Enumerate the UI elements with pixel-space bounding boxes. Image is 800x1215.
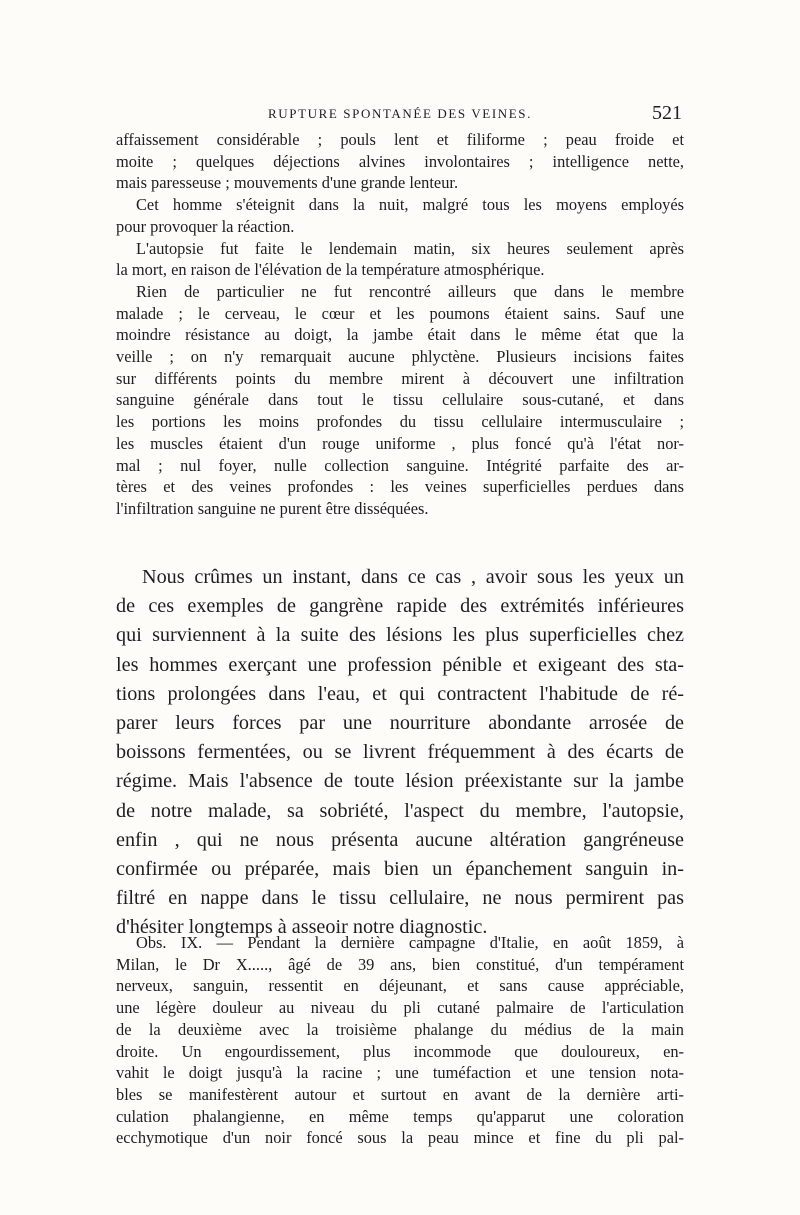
running-head xyxy=(116,102,684,126)
text-line: culation phalangienne, en même temps qu'apparut une coloration xyxy=(116,1106,684,1126)
text-line: Cet homme s'éteignit dans la nuit, malgré tous les moyens employés xyxy=(136,195,684,215)
text-line: tions prolongées dans l'eau, et qui contractent l'habitude de ré- xyxy=(116,682,684,705)
text-line: Nous crûmes un instant, dans ce cas , avoir sous les yeux un xyxy=(142,566,684,588)
text-line: les portions les moins profondes du tissu cellulaire intermusculaire ; xyxy=(116,412,684,432)
text-line: sanguine générale dans tout le tissu cellulaire sous-cutané, et dans xyxy=(116,390,684,410)
text-line: Milan, le Dr X....., âgé de 39 ans, bien constitué, d'un tempérament xyxy=(116,954,684,974)
text-line: L'autopsie fut faite le lendemain matin, six heures seulement après xyxy=(136,238,684,258)
text-line: de la deuxième avec la troisième phalange du médius de la main xyxy=(116,1019,684,1039)
text-line: enfin , qui ne nous présenta aucune altération gangréneuse xyxy=(116,828,684,851)
text-line: qui surviennent à la suite des lésions les plus superficielles chez xyxy=(116,624,684,647)
text-line: malade ; le cerveau, le cœur et les poumons étaient sains. Sauf une xyxy=(116,303,684,323)
text-line: les muscles étaient d'un rouge uniforme , plus foncé qu'à l'état nor- xyxy=(116,433,684,453)
text-line: droite. Un engourdissement, plus incommode que douloureux, en- xyxy=(116,1041,684,1061)
observation-ix-paragraph xyxy=(116,932,684,1149)
text-line: pour provoquer la réaction. xyxy=(116,216,295,236)
text-line: moite ; quelques déjections alvines involontaires ; intelligence nette, xyxy=(116,151,684,171)
text-line: les hommes exerçant une profession pénible et exigeant des sta- xyxy=(116,653,684,676)
page-number: 521 xyxy=(652,102,682,124)
text-line: parer leurs forces par une nourriture abondante arrosée de xyxy=(116,712,684,735)
text-line: l'infiltration sanguine ne purent être disséquées. xyxy=(116,498,429,518)
text-line: Rien de particulier ne fut rencontré ailleurs que dans le membre xyxy=(136,281,684,301)
text-line: moindre résistance au doigt, la jambe était dans le même état que la xyxy=(116,325,684,345)
text-line: une légère douleur au niveau du pli cutané palmaire de l'articulation xyxy=(116,998,684,1018)
text-line: affaissement considérable ; pouls lent et filiforme ; peau froide et xyxy=(116,130,684,149)
text-line: veille ; on n'y remarquait aucune phlyctène. Plusieurs incisions faites xyxy=(116,347,684,367)
text-line: boissons fermentées, ou se livrent fréquemment à des écarts de xyxy=(116,741,684,764)
text-line: mais paresseuse ; mouvements d'une grande lenteur. xyxy=(116,173,459,193)
text-line: d'hésiter longtemps à asseoir notre diagnostic. xyxy=(116,916,488,939)
text-line: bles se manifestèrent autour et surtout en avant de la dernière arti- xyxy=(116,1084,684,1104)
text-line: vahit le doigt jusqu'à la racine ; une tuméfaction et une tension nota- xyxy=(116,1063,684,1083)
text-line: régime. Mais l'absence de toute lésion préexistante sur la jambe xyxy=(116,770,684,793)
text-line: de notre malade, sa sobriété, l'aspect du membre, l'autopsie, xyxy=(116,799,684,822)
text-line: ecchymotique d'un noir foncé sous la peau mince et fine du pli pal- xyxy=(116,1128,684,1148)
running-title: RUPTURE SPONTANÉE DES VEINES. xyxy=(268,106,532,121)
commentary-paragraph xyxy=(116,563,684,943)
text-line: Obs. IX. — Pendant la dernière campagne d'Italie, en août 1859, à xyxy=(136,933,684,952)
text-line: mal ; nul foyer, nulle collection sanguine. Intégrité parfaite des ar- xyxy=(116,455,684,475)
text-line: de ces exemples de gangrène rapide des extrémités inférieures xyxy=(116,595,684,618)
text-line: filtré en nappe dans le tissu cellulaire, ne nous permirent pas xyxy=(116,887,684,910)
text-line: la mort, en raison de l'élévation de la température atmosphérique. xyxy=(116,260,545,280)
text-line: confirmée ou préparée, mais bien un épanchement sanguin in- xyxy=(116,858,684,881)
case-report-paragraphs xyxy=(116,129,684,520)
text-line: tères et des veines profondes : les veines superficielles perdues dans xyxy=(116,477,684,497)
text-line: nerveux, sanguin, ressentit en déjeunant, et sans cause appréciable, xyxy=(116,976,684,996)
text-line: sur différents points du membre mirent à découvert une infiltration xyxy=(116,368,684,388)
